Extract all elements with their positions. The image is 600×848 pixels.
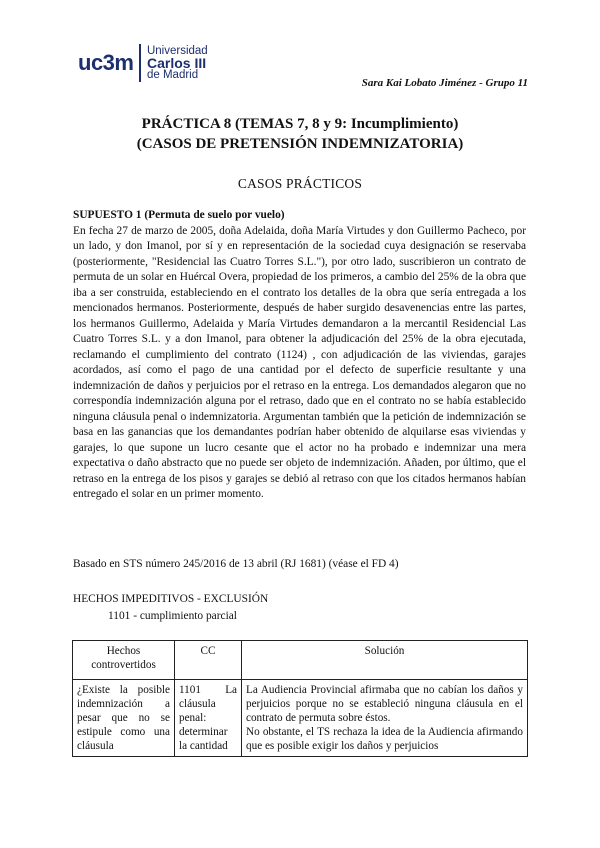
- cell-hechos: ¿Existe la posible indemnización a pesar que no se estipule como una cláusula: [73, 680, 175, 757]
- table-header-row: [73, 641, 528, 680]
- section-heading: CASOS PRÁCTICOS: [237, 176, 363, 191]
- logo-divider: [139, 44, 141, 82]
- source-reference: Basado en STS número 245/2016 de 13 abril (RJ 1681) (véase el FD 4): [73, 558, 399, 570]
- author-line: Sara Kai Lobato Jiménez - Grupo 11: [361, 77, 528, 89]
- solucion-paragraph-2: No obstante, el TS rechaza la idea de la Audiencia afirmando que es posible exigir los daños y perjuicios: [246, 726, 523, 752]
- logo-line-1: Universidad: [146, 45, 208, 57]
- logo-mark: uc3m: [78, 50, 134, 75]
- supuesto-block: [73, 208, 526, 503]
- supuesto-heading: SUPUESTO 1 (Permuta de suelo por vuelo): [73, 209, 285, 221]
- supuesto-text: En fecha 27 de marzo de 2005, doña Adelaida, doña María Virtudes y don Guillermo Pacheco, por un lado, y don Imanol, por sí y en representación de la sociedad cuya designación se reservaba (posteriormente, "Residencial las Cuatro Torres S.L."), por otro lado, suscribieron un contrato de permuta de un solar en Huércal Overa, propiedad de los primeros, a cambio del 25% de la obra que iba a ser construida, estableciendo en el contrato los detalles de la obra que sería entregada a los mencionados hermanos. Posteriormente, después de haber surgido desavenencias entre las partes, los hermanos Guillermo, Adelaida y María Virtudes demandaron a la mercantil Residencial Las Cuatro Torres S.L. y a don Imanol, para obtener la adjudicación del 25% de la obra ejecutada, reclamando el cumplimiento del contrato (1124) , con adjudicación de las viviendas, garajes acordados, así como el pago de una cantidad por el defecto de superficie resultante y una indemnización de daños y perjuicios por el retraso en la entrega. Los demandados alegaron que no correspondía indemnización alguna por el retraso, dado que en el contrato no se había establecido ninguna cláusula penal o indemnizatoria. Argumentan también que la petición de indemnización se basa en las ganancias que los demandantes podrían haber obtenido de alquilarse esas viviendas y garajes, lo que supone un lucro cesante que el actor no ha probado e indemnizar una mera expectativa o daño abstracto que no puede ser objeto de indemnización. Añaden, por último, que el retraso en la entrega de los pisos y garajes se debió al retraso con que los citados hermanos habían entregado el solar en un primer momento.: [73, 224, 526, 500]
- cell-solucion: [242, 680, 528, 757]
- document-title: PRÁCTICA 8 (TEMAS 7, 8 y 9: Incumplimiento): [141, 116, 459, 132]
- cell-cc: 1101 La cláusula penal: determinar la cantidad: [175, 680, 242, 757]
- hechos-heading: HECHOS IMPEDITIVOS - EXCLUSIÓN: [73, 593, 269, 605]
- logo-text: [147, 45, 208, 81]
- table-row: [73, 680, 528, 757]
- column-header-hechos: Hechos controvertidos: [73, 641, 175, 680]
- analysis-table: [72, 640, 528, 757]
- cumplimiento-subheading: 1101 - cumplimiento parcial: [108, 610, 237, 622]
- university-logo: [78, 42, 208, 84]
- solucion-paragraph-1: La Audiencia Provincial afirmaba que no cabían los daños y perjuicios porque no se estableció ninguna cláusula en el contrato de permuta sobre éstos.: [246, 684, 523, 724]
- column-header-cc: CC: [175, 641, 242, 680]
- logo-line-2: Carlos III: [146, 55, 207, 71]
- column-header-solucion: Solución: [242, 641, 528, 680]
- document-subtitle: (CASOS DE PRETENSIÓN INDEMNIZATORIA): [136, 136, 464, 152]
- logo-line-3: de Madrid: [146, 69, 199, 81]
